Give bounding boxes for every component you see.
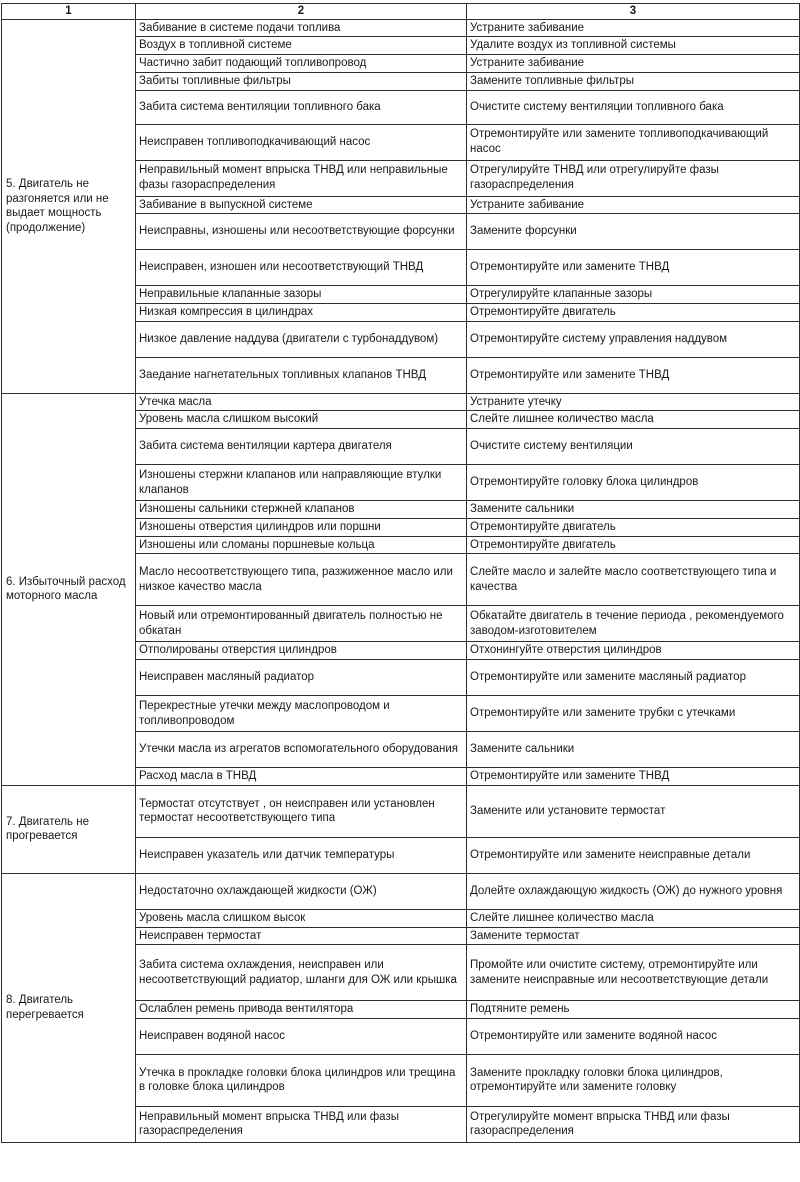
cause-cell: Неправильный момент впрыска ТНВД или неправильные фазы газораспределения [136, 160, 467, 196]
cause-cell: Изношены стержни клапанов или направляющие втулки клапанов [136, 465, 467, 501]
table-row [2, 873, 800, 909]
cause-cell: Масло несоответствующего типа, разжиженное масло или низкое качество масла [136, 554, 467, 606]
cause-cell: Забита система охлаждения, неисправен или несоответствующий радиатор, шланги для ОЖ или крышка [136, 945, 467, 1001]
remedy-cell: Отхонингуйте отверстия цилиндров [467, 642, 800, 660]
remedy-cell: Отремонтируйте или замените водяной насос [467, 1018, 800, 1054]
cause-cell: Низкое давление наддува (двигатели с турбонаддувом) [136, 321, 467, 357]
cause-cell: Забиты топливные фильтры [136, 72, 467, 90]
cause-cell: Утечка масла [136, 393, 467, 411]
cause-cell: Неправильные клапанные зазоры [136, 286, 467, 304]
remedy-cell: Отрегулируйте клапанные зазоры [467, 286, 800, 304]
fault-category: 5. Двигатель не разгоняется или не выдает мощность (продолжение) [2, 19, 136, 393]
cause-cell: Неисправен водяной насос [136, 1018, 467, 1054]
remedy-cell: Замените термостат [467, 927, 800, 945]
table-row [2, 785, 800, 837]
remedy-cell: Долейте охлаждающую жидкость (ОЖ) до нужного уровня [467, 873, 800, 909]
fault-category: 7. Двигатель не прогревается [2, 785, 136, 873]
cause-cell: Расход масла в ТНВД [136, 768, 467, 786]
column-header-2: 2 [136, 4, 467, 20]
cause-cell: Воздух в топливной системе [136, 37, 467, 55]
cause-cell: Утечки масла из агрегатов вспомогательного оборудования [136, 732, 467, 768]
remedy-cell: Подтяните ремень [467, 1001, 800, 1019]
remedy-cell: Отремонтируйте или замените неисправные детали [467, 837, 800, 873]
cause-cell: Изношены сальники стержней клапанов [136, 501, 467, 519]
cause-cell: Неисправен топливоподкачивающий насос [136, 124, 467, 160]
cause-cell: Термостат отсутствует , он неисправен или установлен термостат несоответствующего типа [136, 785, 467, 837]
cause-cell: Неисправны, изношены или несоответствующие форсунки [136, 214, 467, 250]
cause-cell: Низкая компрессия в цилиндрах [136, 304, 467, 322]
remedy-cell: Замените форсунки [467, 214, 800, 250]
cause-cell: Отполированы отверстия цилиндров [136, 642, 467, 660]
cause-cell: Неисправен указатель или датчик температуры [136, 837, 467, 873]
cause-cell: Уровень масла слишком высок [136, 909, 467, 927]
fault-category: 8. Двигатель перегревается [2, 873, 136, 1142]
remedy-cell: Очистите систему вентиляции топливного бака [467, 90, 800, 124]
remedy-cell: Отремонтируйте головку блока цилиндров [467, 465, 800, 501]
remedy-cell: Отремонтируйте или замените топливоподкачивающий насос [467, 124, 800, 160]
remedy-cell: Отремонтируйте двигатель [467, 518, 800, 536]
remedy-cell: Слейте лишнее количество масла [467, 909, 800, 927]
header-row [2, 4, 800, 20]
cause-cell: Забивание в системе подачи топлива [136, 19, 467, 37]
remedy-cell: Отрегулируйте ТНВД или отрегулируйте фазы газораспределения [467, 160, 800, 196]
cause-cell: Неправильный момент впрыска ТНВД или фазы газораспределения [136, 1106, 467, 1142]
remedy-cell: Удалите воздух из топливной системы [467, 37, 800, 55]
column-header-1: 1 [2, 4, 136, 20]
cause-cell: Новый или отремонтированный двигатель полностью не обкатан [136, 606, 467, 642]
diagnostic-table [1, 3, 800, 1143]
cause-cell: Изношены или сломаны поршневые кольца [136, 536, 467, 554]
remedy-cell: Замените или установите термостат [467, 785, 800, 837]
table-row [2, 393, 800, 411]
remedy-cell: Отрегулируйте момент впрыска ТНВД или фазы газораспределения [467, 1106, 800, 1142]
remedy-cell: Слейте масло и залейте масло соответствующего типа и качества [467, 554, 800, 606]
cause-cell: Забивание в выпускной системе [136, 196, 467, 214]
remedy-cell: Устраните утечку [467, 393, 800, 411]
remedy-cell: Отремонтируйте или замените ТНВД [467, 768, 800, 786]
column-header-3: 3 [467, 4, 800, 20]
remedy-cell: Отремонтируйте или замените ТНВД [467, 357, 800, 393]
remedy-cell: Отремонтируйте или замените ТНВД [467, 250, 800, 286]
remedy-cell: Отремонтируйте или замените масляный радиатор [467, 660, 800, 696]
table-row [2, 19, 800, 37]
cause-cell: Уровень масла слишком высокий [136, 411, 467, 429]
table-body [2, 19, 800, 1142]
cause-cell: Утечка в прокладке головки блока цилиндров или трещина в головке блока цилиндров [136, 1054, 467, 1106]
cause-cell: Недостаточно охлаждающей жидкости (ОЖ) [136, 873, 467, 909]
remedy-cell: Промойте или очистите систему, отремонтируйте или замените неисправные или несоответствующие детали [467, 945, 800, 1001]
remedy-cell: Отремонтируйте систему управления наддувом [467, 321, 800, 357]
remedy-cell: Замените сальники [467, 501, 800, 519]
remedy-cell: Устраните забивание [467, 55, 800, 73]
cause-cell: Неисправен термостат [136, 927, 467, 945]
cause-cell: Перекрестные утечки между маслопроводом и топливопроводом [136, 696, 467, 732]
fault-category: 6. Избыточный расход моторного масла [2, 393, 136, 785]
remedy-cell: Замените прокладку головки блока цилиндров, отремонтируйте или замените головку [467, 1054, 800, 1106]
remedy-cell: Замените топливные фильтры [467, 72, 800, 90]
cause-cell: Частично забит подающий топливопровод [136, 55, 467, 73]
cause-cell: Заедание нагнетательных топливных клапанов ТНВД [136, 357, 467, 393]
cause-cell: Забита система вентиляции картера двигателя [136, 429, 467, 465]
remedy-cell: Устраните забивание [467, 19, 800, 37]
remedy-cell: Отремонтируйте или замените трубки с утечками [467, 696, 800, 732]
cause-cell: Неисправен масляный радиатор [136, 660, 467, 696]
remedy-cell: Замените сальники [467, 732, 800, 768]
remedy-cell: Обкатайте двигатель в течение периода , рекомендуемого заводом-изготовителем [467, 606, 800, 642]
remedy-cell: Устраните забивание [467, 196, 800, 214]
cause-cell: Забита система вентиляции топливного бака [136, 90, 467, 124]
cause-cell: Неисправен, изношен или несоответствующий ТНВД [136, 250, 467, 286]
cause-cell: Изношены отверстия цилиндров или поршни [136, 518, 467, 536]
cause-cell: Ослаблен ремень привода вентилятора [136, 1001, 467, 1019]
remedy-cell: Слейте лишнее количество масла [467, 411, 800, 429]
remedy-cell: Отремонтируйте двигатель [467, 304, 800, 322]
remedy-cell: Отремонтируйте двигатель [467, 536, 800, 554]
remedy-cell: Очистите систему вентиляции [467, 429, 800, 465]
